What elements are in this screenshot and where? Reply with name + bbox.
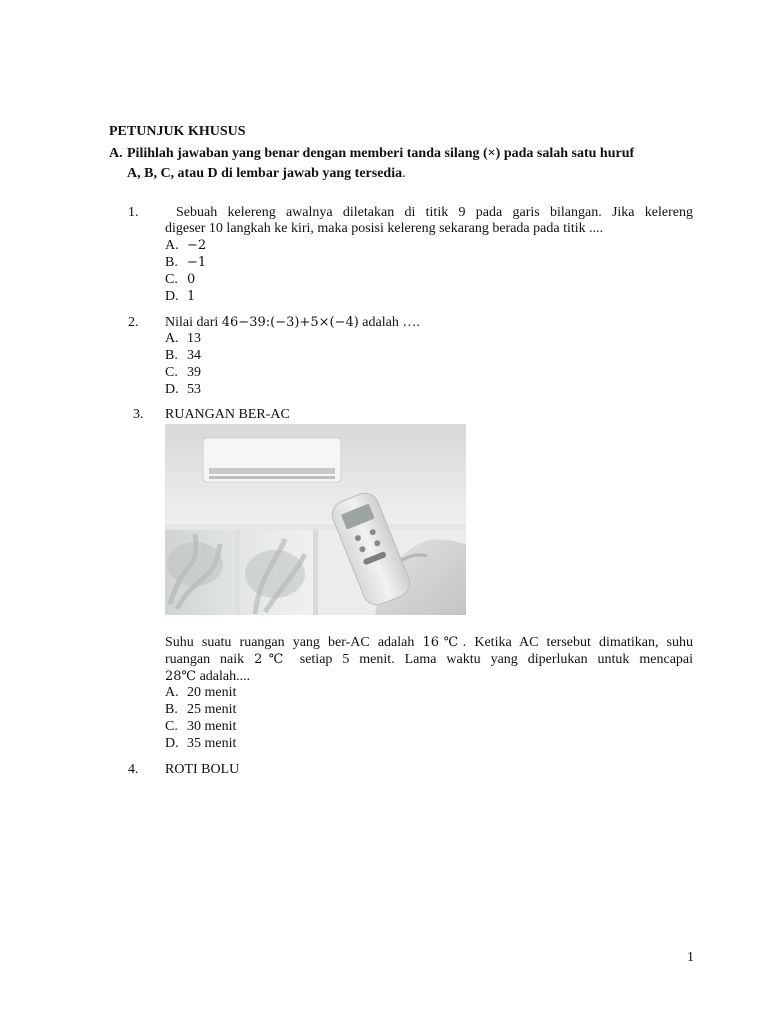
option-value: −2 <box>187 238 207 253</box>
question-3-option-a <box>165 684 236 701</box>
option-letter: D. <box>165 736 179 751</box>
question-2-option-b <box>165 347 201 364</box>
question-2-text <box>165 314 420 331</box>
question-2-suffix: adalah …. <box>362 315 420 330</box>
instruction-line-2-wrap <box>127 165 406 182</box>
question-3-option-d <box>165 735 236 752</box>
text-segment: adalah.... <box>199 669 251 684</box>
question-3-number: 3. <box>133 407 144 422</box>
instruction-period: . <box>402 166 406 181</box>
option-letter: A. <box>165 685 179 700</box>
option-letter: A. <box>165 238 179 253</box>
option-letter: D. <box>165 382 179 397</box>
option-letter: B. <box>165 348 178 363</box>
question-1-option-d <box>165 288 195 305</box>
option-letter: B. <box>165 255 178 270</box>
text-segment: . Ketika AC tersebut dimatikan, suhu <box>462 635 693 650</box>
question-3-option-c <box>165 718 236 735</box>
question-2-option-c <box>165 364 201 381</box>
text-segment: setiap 5 menit. Lama waktu yang diperlukan untuk mencapai <box>299 652 694 667</box>
option-value: 53 <box>187 382 201 397</box>
option-letter: C. <box>165 719 178 734</box>
option-letter: D. <box>165 289 179 304</box>
question-1-option-b <box>165 254 206 271</box>
question-3-text-line-3 <box>165 668 250 685</box>
option-value: 20 menit <box>187 685 237 700</box>
temperature-value: 28℃ <box>165 669 197 684</box>
question-1-option-c <box>165 271 195 288</box>
question-1-text-line-2: digeser 10 langkah ke kiri, maka posisi kelereng sekarang berada pada titik .... <box>165 221 604 236</box>
question-2-expression: 46−39:(−3)+5×(−4) <box>221 315 359 330</box>
option-value: 0 <box>187 272 196 287</box>
temperature-value: 16℃ <box>422 635 463 650</box>
question-2-prefix: Nilai dari <box>165 315 219 330</box>
section-letter: A. <box>109 146 123 161</box>
page-number: 1 <box>687 950 694 965</box>
instruction-line-2: A, B, C, atau D di lembar jawab yang tersedia <box>127 166 403 181</box>
temperature-value: 2℃ <box>254 652 290 667</box>
question-1-number: 1. <box>128 205 139 220</box>
question-2-number: 2. <box>128 315 139 330</box>
question-2-option-d <box>165 381 201 398</box>
option-letter: A. <box>165 331 179 346</box>
option-value: 13 <box>187 331 201 346</box>
text-segment: Suhu suatu ruangan yang ber-AC adalah <box>165 635 415 650</box>
option-value: −1 <box>187 255 207 270</box>
question-1-option-a <box>165 237 206 254</box>
question-3-option-b <box>165 701 236 718</box>
option-value: 30 menit <box>187 719 237 734</box>
question-1-text-line-1: Sebuah kelereng awalnya diletakan di titik 9 pada garis bilangan. Jika kelereng <box>176 205 693 220</box>
question-3-heading: RUANGAN BER-AC <box>165 407 290 422</box>
question-4-number: 4. <box>128 762 139 777</box>
text-segment: ruangan naik <box>165 652 245 667</box>
option-value: 35 menit <box>187 736 237 751</box>
question-3-text-line-2 <box>165 651 693 668</box>
option-value: 1 <box>187 289 196 304</box>
ac-remote-photo <box>165 424 466 615</box>
ac-remote-illustration <box>165 424 466 615</box>
option-value: 34 <box>187 348 201 363</box>
question-2-option-a <box>165 330 201 347</box>
page-title: PETUNJUK KHUSUS <box>109 124 246 139</box>
question-4-heading: ROTI BOLU <box>165 762 240 777</box>
option-letter: B. <box>165 702 178 717</box>
instruction-line-1: Pilihlah jawaban yang benar dengan memberi tanda silang (×) pada salah satu huruf <box>127 146 635 161</box>
option-letter: C. <box>165 365 178 380</box>
option-value: 25 menit <box>187 702 237 717</box>
option-letter: C. <box>165 272 178 287</box>
option-value: 39 <box>187 365 201 380</box>
question-3-text-line-1 <box>165 634 693 651</box>
